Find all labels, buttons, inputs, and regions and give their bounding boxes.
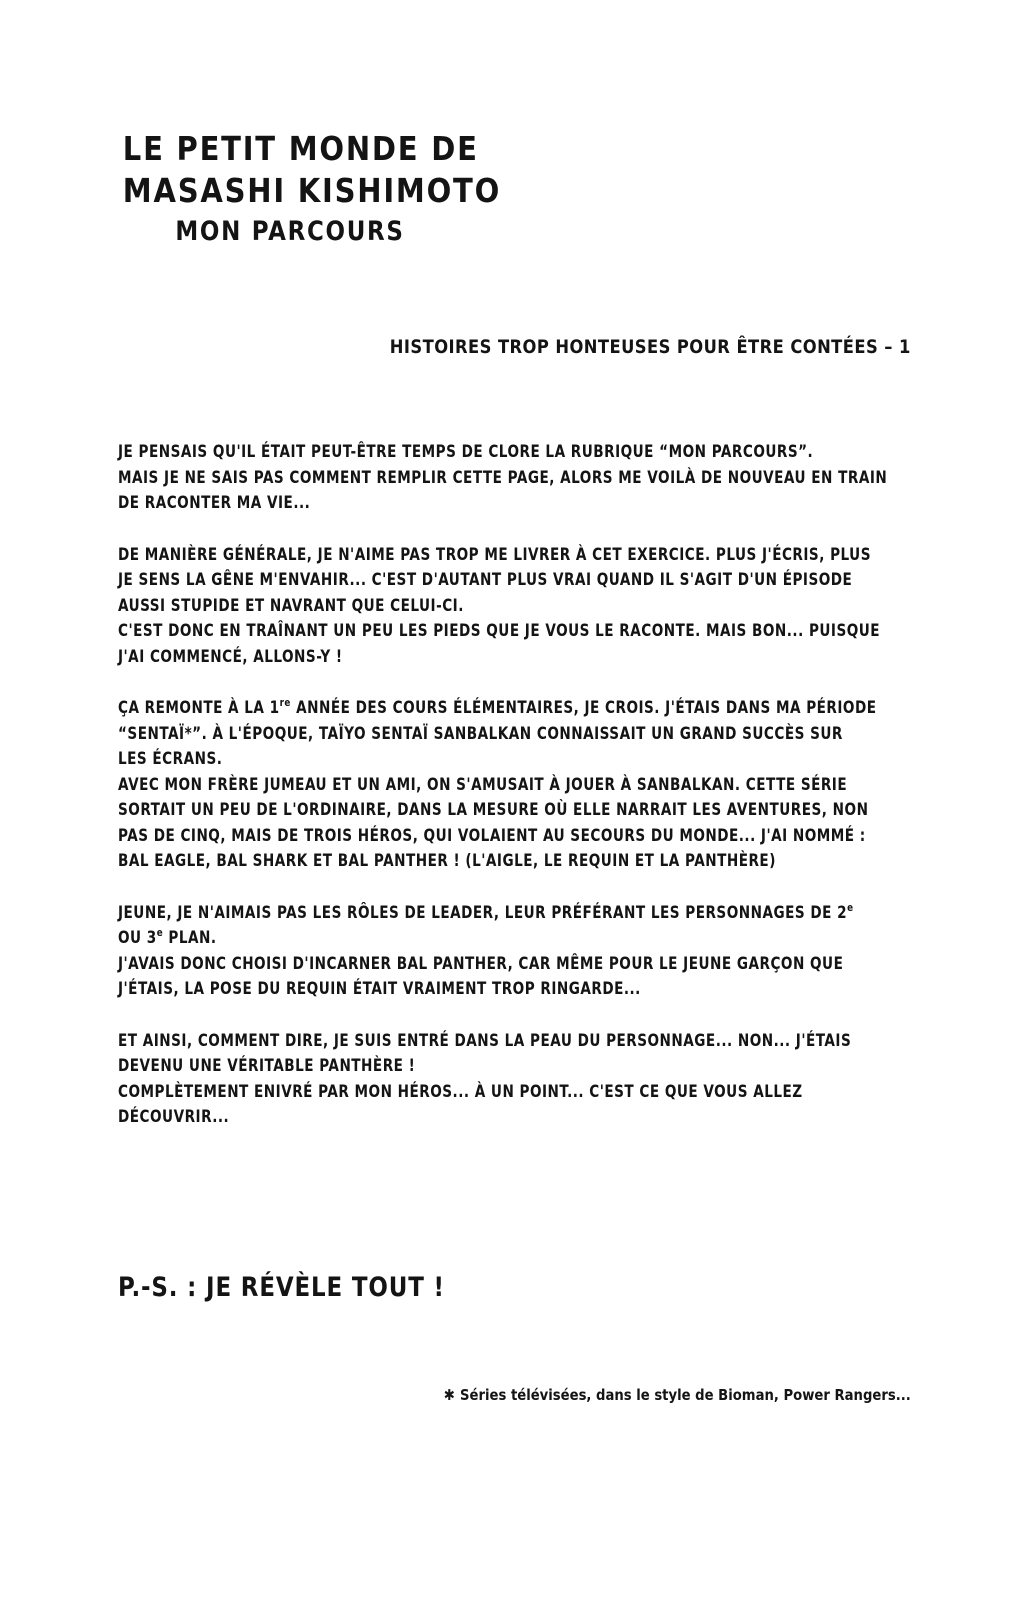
text-line: J'AI COMMENCÉ, ALLONS-Y ! [118,646,343,667]
text-line: C'EST DONC EN TRAÎNANT UN PEU LES PIEDS QUE JE VOUS LE RACONTE. MAIS BON... PUISQUE [118,621,881,641]
text-line: J'ÉTAIS, LA POSE DU REQUIN ÉTAIT VRAIMENT TROP RINGARDE... [118,979,641,999]
paragraph [118,901,908,1003]
paragraph [118,543,908,671]
postscript: P.-S. : JE RÉVÈLE TOUT ! [118,1272,445,1303]
text-segment: JEUNE, JE N'AIMAIS PAS LES RÔLES DE LEADER, LEUR PRÉFÉRANT LES PERSONNAGES DE 2 [118,902,848,923]
footnote [444,1386,911,1404]
text-segment: ÇA REMONTE À LA 1 [118,698,280,718]
asterisk-icon: ✱ [443,1386,455,1404]
paragraph [118,1029,908,1131]
text-line: AUSSI STUPIDE ET NAVRANT QUE CELUI-CI. [118,595,464,616]
paragraph [118,696,908,875]
page-subtitle: MON PARCOURS [175,216,405,247]
text-line: BAL EAGLE, BAL SHARK ET BAL PANTHER ! (L'AIGLE, LE REQUIN ET LA PANTHÈRE) [118,851,776,871]
footnote-text: Séries télévisées, dans le style de Bioman, Power Rangers... [460,1386,911,1404]
text-line [118,900,854,927]
text-line: AVEC MON FRÈRE JUMEAU ET UN AMI, ON S'AMUSAIT À JOUER À SANBALKAN. CETTE SÉRIE [118,774,848,795]
text-line [118,926,750,952]
ordinal-superscript: e [156,926,164,939]
text-line: JE PENSAIS QU'IL ÉTAIT PEUT-ÊTRE TEMPS DE CLORE LA RUBRIQUE “MON PARCOURS”. [118,442,814,462]
text-line [118,696,877,722]
text-line: ET AINSI, COMMENT DIRE, JE SUIS ENTRÉ DANS LA PEAU DU PERSONNAGE... NON... J'ÉTAIS [118,1030,852,1051]
page-title-line-2: MASASHI KISHIMOTO [122,171,502,210]
text-line: “SENTAÏ*”. À L'ÉPOQUE, TAÏYO SENTAÏ SANBALKAN CONNAISSAIT UN GRAND SUCCÈS SUR [118,723,843,744]
text-segment: OU 3 [118,928,157,948]
text-line: DÉCOUVRIR... [118,1107,230,1127]
text-line: SORTAIT UN PEU DE L'ORDINAIRE, DANS LA MESURE OÙ ELLE NARRAIT LES AVENTURES, NON [118,800,869,820]
ordinal-superscript: e [847,900,854,914]
text-line: J'AVAIS DONC CHOISI D'INCARNER BAL PANTHER, CAR MÊME POUR LE JEUNE GARÇON QUE [118,953,844,974]
section-heading: HISTOIRES TROP HONTEUSES POUR ÊTRE CONTÉES – 1 [390,336,911,358]
text-line: LES ÉCRANS. [118,749,223,769]
page-title-block [100,128,502,252]
text-line: MAIS JE NE SAIS PAS COMMENT REMPLIR CETTE PAGE, ALORS ME VOILÀ DE NOUVEAU EN TRAIN [118,467,888,488]
text-line: COMPLÈTEMENT ENIVRÉ PAR MON HÉROS... À UN POINT... C'EST CE QUE VOUS ALLEZ [118,1081,803,1102]
text-line: DE RACONTER MA VIE... [118,493,311,513]
body-text [118,440,908,1157]
text-line: JE SENS LA GÊNE M'ENVAHIR... C'EST D'AUTANT PLUS VRAI QUAND IL S'AGIT D'UN ÉPISODE [118,570,853,590]
page-title-line-1: LE PETIT MONDE DE [122,129,479,168]
text-line: PAS DE CINQ, MAIS DE TROIS HÉROS, QUI VOLAIENT AU SECOURS DU MONDE... J'AI NOMMÉ : [118,825,866,846]
text-line: DE MANIÈRE GÉNÉRALE, JE N'AIME PAS TROP ME LIVRER À CET EXERCICE. PLUS J'ÉCRIS, PLUS [118,544,871,565]
paragraph [118,440,908,517]
ordinal-superscript: re [279,696,291,709]
text-segment: ANNÉE DES COURS ÉLÉMENTAIRES, JE CROIS. J'ÉTAIS DANS MA PÉRIODE [290,698,877,718]
text-segment: PLAN. [163,928,217,948]
text-line: DEVENU UNE VÉRITABLE PANTHÈRE ! [118,1056,416,1076]
